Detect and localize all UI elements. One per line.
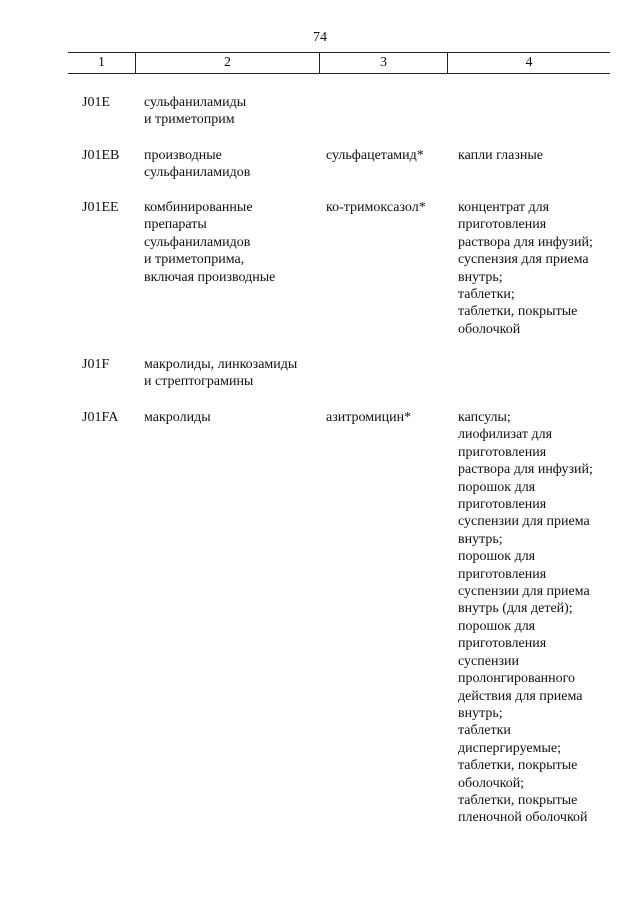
table-header bbox=[68, 52, 610, 74]
atc-code: J01FA bbox=[82, 410, 119, 425]
atc-group: сульфаниламиды и триметоприм bbox=[144, 95, 247, 128]
page-number: 74 bbox=[313, 30, 327, 45]
atc-code: J01EE bbox=[82, 200, 119, 215]
drug-name: сульфацетамид* bbox=[326, 148, 424, 163]
atc-code: J01F bbox=[82, 357, 110, 372]
header-col-4: 4 bbox=[525, 55, 533, 70]
dosage-form: капли глазные bbox=[458, 148, 543, 163]
header-col-1: 1 bbox=[68, 53, 136, 73]
header-col-3: 3 bbox=[320, 53, 448, 73]
atc-group: макролиды, линкозамиды и стрептограмины bbox=[144, 357, 298, 390]
drug-name: азитромицин* bbox=[326, 410, 412, 425]
atc-group: производные сульфаниламидов bbox=[144, 148, 251, 181]
dosage-form: капсулы; лиофилизат для приготовления раствора для инфузий; порошок для приготовления суспензии для приема внутрь; порошок для приготовления суспензии для приема внутрь (для детей); порошок для приготовления суспензии пролонгированного действия для приема внутрь; таблетки диспергируемые; таблетки, покрытые оболочкой; таблетки, покрытые пленочной оболочкой bbox=[458, 410, 593, 826]
drug-name: ко-тримоксазол* bbox=[326, 200, 426, 215]
atc-code: J01EB bbox=[82, 148, 120, 163]
atc-group: макролиды bbox=[144, 410, 211, 425]
atc-code: J01E bbox=[82, 95, 110, 110]
header-col-2: 2 bbox=[136, 53, 320, 73]
atc-group: комбинированные препараты сульфаниламидов и триметоприма, включая производные bbox=[144, 200, 276, 285]
dosage-form: концентрат для приготовления раствора для инфузий; суспензия для приема внутрь; таблетки; таблетки, покрытые оболочкой bbox=[458, 200, 593, 337]
